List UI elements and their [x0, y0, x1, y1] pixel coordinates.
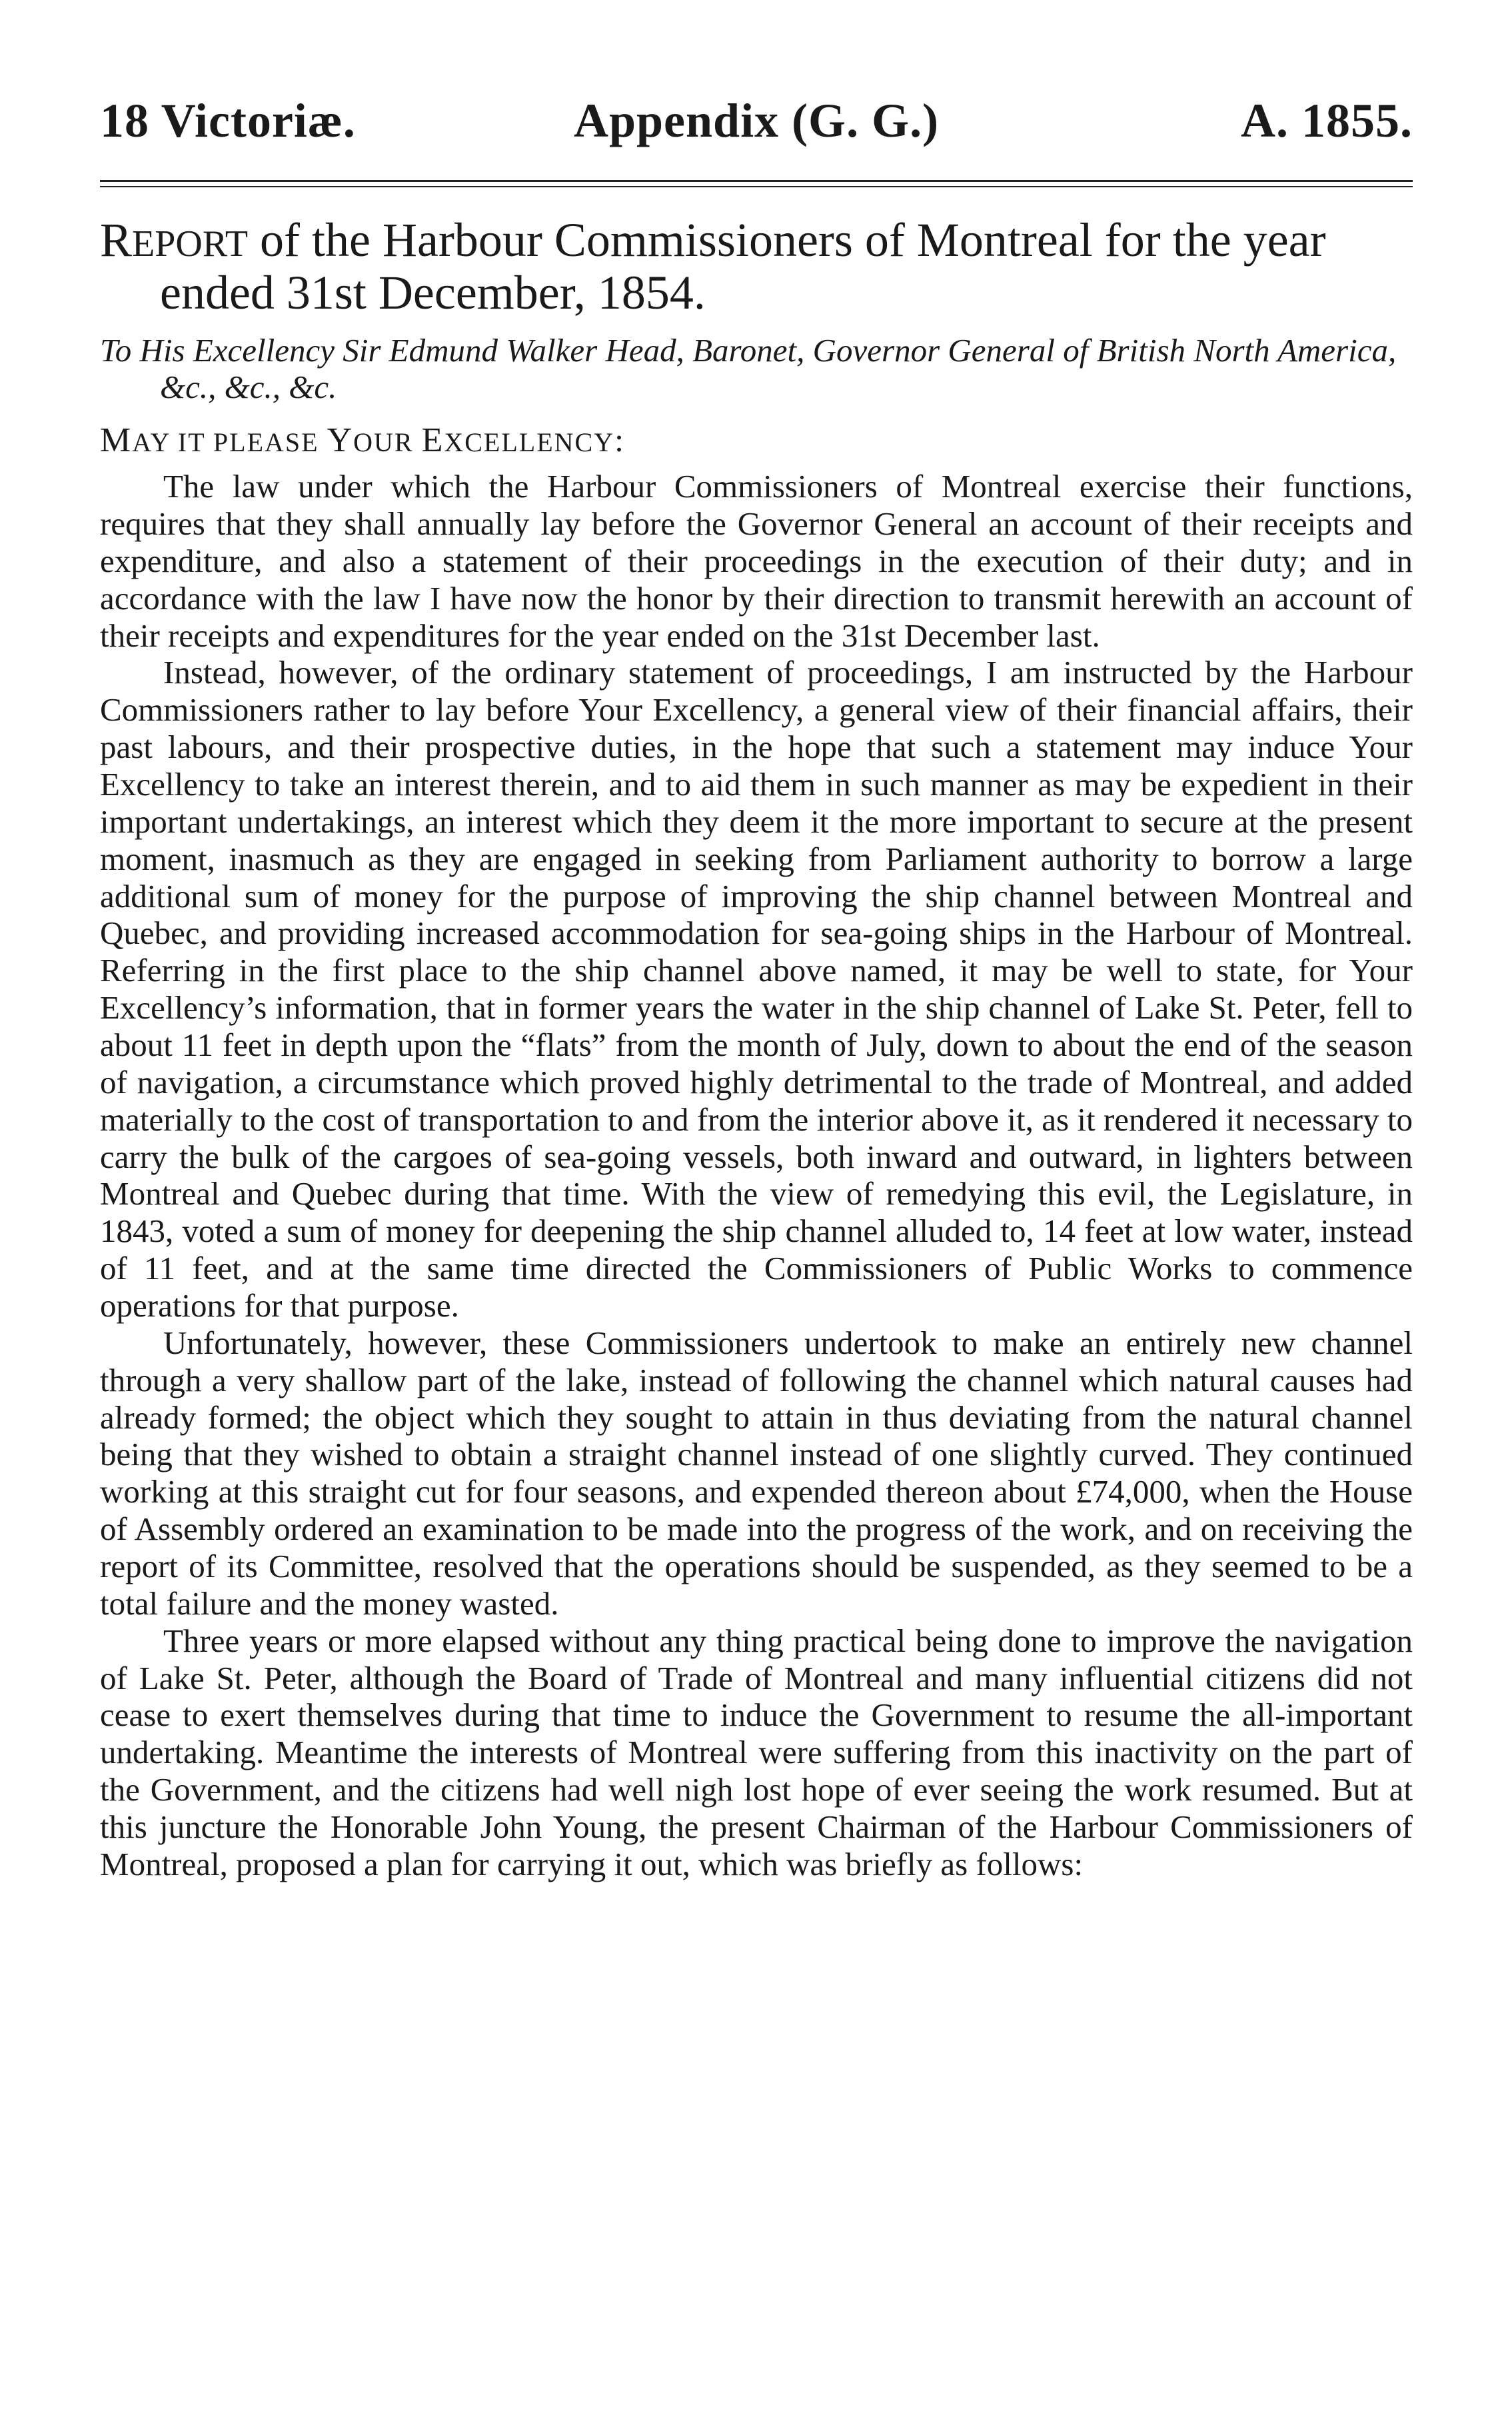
- paragraph-2: Instead, however, of the ordinary statement of proceedings, I am instructed by the Harbour Commissioners rather to lay before Your Excellency, a general view of their financial affairs, their past labours, and their prospective duties, in the hope that such a statement may induce Your Excellency to take an interest therein, and to aid them in such manner as may be expedient in their important undertakings, an interest which they deem it the more important to secure at the present moment, inasmuch as they are engaged in seeking from Parliament authority to borrow a large additional sum of money for the purpose of improving the ship channel between Montreal and Quebec, and providing increased accommodation for sea-going ships in the Harbour of Montreal. Referring in the first place to the ship channel above named, it may be well to state, for Your Excellency’s information, that in former years the water in the ship channel of Lake St. Peter, fell to about 11 feet in depth upon the “flats” from the month of July, down to about the end of the season of navigation, a circumstance which proved highly detrimental to the trade of Montreal, and added materially to the cost of transportation to and from the interior above it, as it rendered it necessary to carry the bulk of the cargoes of sea-going vessels, both inward and outward, in lighters between Montreal and Quebec during that time. With the view of remedying this evil, the Legislature, in 1843, voted a sum of money for deepening the ship channel alluded to, 14 feet at low water, instead of 11 feet, and at the same time directed the Commissioners of Public Works to commence operations for that purpose.: [100, 654, 1413, 1324]
- salutation-excellency: XCELLENCY: [444, 427, 615, 458]
- salutation-m: M: [100, 421, 133, 460]
- paragraph-1: The law under which the Harbour Commissioners of Montreal exercise their functions, requires that they shall annually lay before the Governor General an account of their receipts and expenditure, and also a statement of their proceedings in the execution of their duty; and in accordance with the law I have now the honor by their direction to transmit herewith an account of their receipts and expenditures for the year ended on the 31st December last.: [100, 468, 1413, 654]
- running-header: [100, 87, 1413, 160]
- salutation-colon: :: [614, 421, 626, 459]
- header-appendix: Appendix (G. G.): [573, 94, 940, 147]
- salutation-e: E: [421, 421, 444, 460]
- salutation: [100, 421, 1413, 460]
- report-body: [100, 468, 1413, 1883]
- salutation-y: Y: [327, 421, 354, 460]
- rule-top: [100, 180, 1413, 182]
- title-smallcaps: EPORT: [132, 223, 249, 265]
- double-rule: [100, 180, 1413, 187]
- salutation-may-it-please: AY IT PLEASE: [132, 427, 327, 458]
- rule-bottom: [100, 186, 1413, 187]
- title-initial: R: [100, 213, 133, 267]
- paragraph-3: Unfortunately, however, these Commissioners undertook to make an entirely new channel through a very shallow part of the lake, instead of following the channel which natural causes had already formed; the object which they sought to attain in thus deviating from the natural channel being that they wished to obtain a straight channel instead of one slightly curved. They continued working at this straight cut for four seasons, and expended thereon about £74,000, when the House of Assembly ordered an examination to be made into the progress of the work, and on receiving the report of its Committee, resolved that the operations should be suspended, as they seemed to be a total failure and the money wasted.: [100, 1324, 1413, 1622]
- header-regnal-year: 18 Victoriæ.: [100, 94, 356, 147]
- salutation-our: OUR: [353, 427, 422, 458]
- paragraph-4: Three years or more elapsed without any thing practical being done to improve the navigation of Lake St. Peter, although the Board of Trade of Montreal and many influential citizens did not cease to exert themselves during that time to induce the Government to resume the all-important undertaking. Meantime the interests of Montreal were suffering from this inactivity on the part of the Government, and the citizens had well nigh lost hope of ever seeing the work resumed. But at this juncture the Honorable John Young, the present Chairman of the Harbour Commissioners of Montreal, proposed a plan for carrying it out, which was briefly as follows:: [100, 1622, 1413, 1882]
- title-rest: of the Harbour Commissioners of Montreal for the year ended 31st December, 1854.: [160, 213, 1326, 320]
- address-line: To His Excellency Sir Edmund Walker Head, Baronet, Governor General of British North America, &c., &c., &c.: [100, 332, 1397, 406]
- document-page: [100, 87, 1413, 2380]
- report-title: [100, 214, 1413, 319]
- header-session-year: A. 1855.: [1241, 94, 1413, 147]
